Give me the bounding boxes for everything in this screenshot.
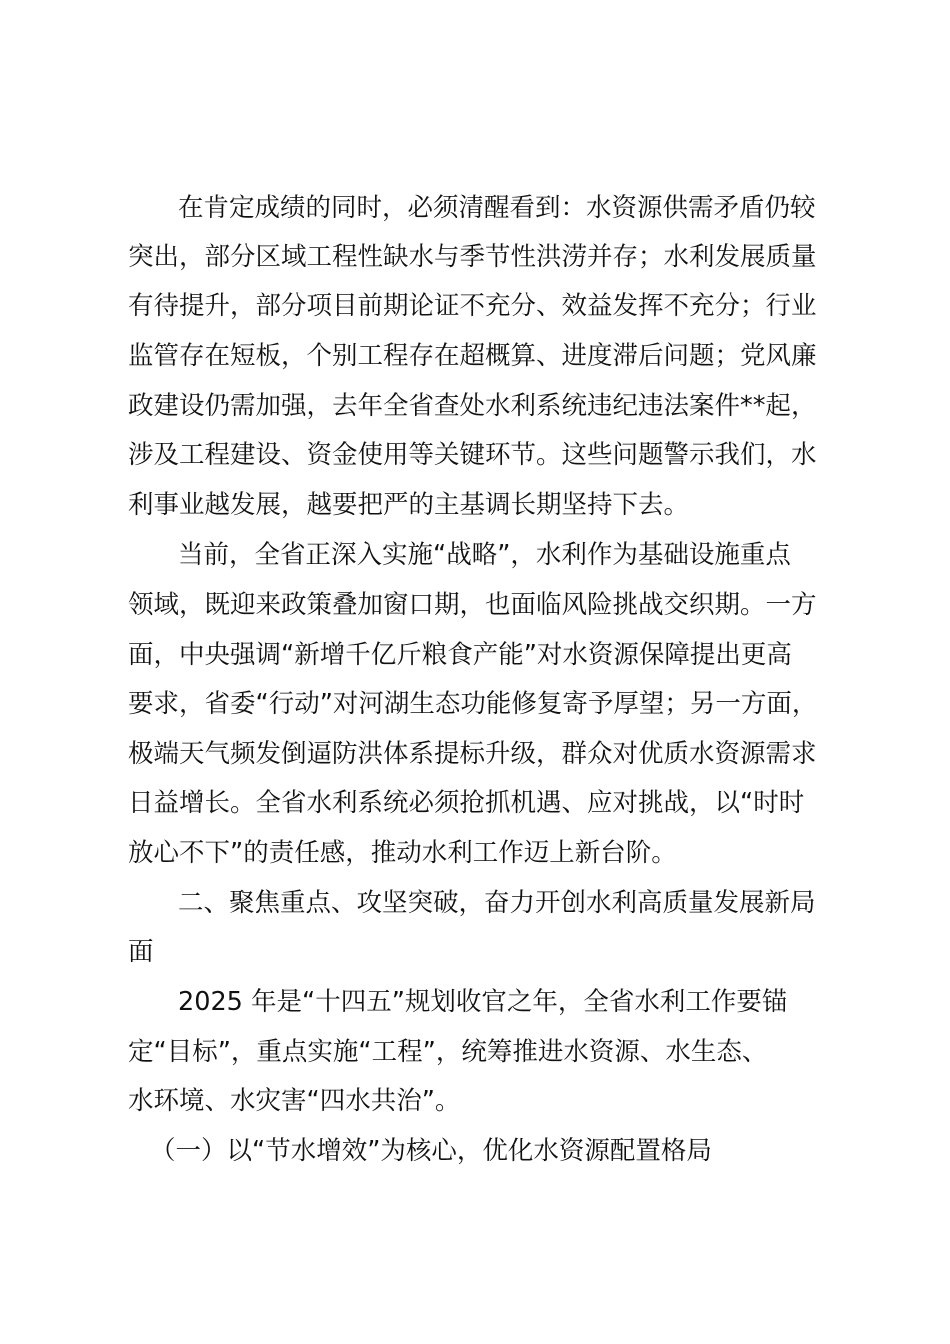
paragraph-line: 突出，部分区域工程性缺水与季节性洪涝并存；水利发展质量 [128, 242, 817, 272]
paragraph-line: 定“目标”，重点实施“工程”，统筹推进水资源、水生态、 [128, 1037, 768, 1067]
paragraph-line: 极端天气频发倒逼防洪体系提标升级，群众对优质水资源需求 [128, 739, 817, 769]
paragraph-line: 有待提升，部分项目前期论证不充分、效益发挥不充分；行业 [128, 291, 817, 321]
paragraph-line: 涉及工程建设、资金使用等关键环节。这些问题警示我们，水 [128, 440, 817, 470]
paragraph-line: 当前，全省正深入实施“战略”，水利作为基础设施重点 [178, 540, 791, 570]
paragraph-line: 领域，既迎来政策叠加窗口期，也面临风险挑战交织期。一方 [128, 590, 817, 620]
paragraph-line: 日益增长。全省水利系统必须抢抓机遇、应对挑战，以“时时 [128, 788, 805, 818]
paragraph-line: 水环境、水灾害“四水共治”。 [128, 1086, 461, 1116]
paragraph-line: 利事业越发展，越要把严的主基调长期坚持下去。 [128, 490, 690, 520]
paragraph-line: 政建设仍需加强，去年全省查处水利系统违纪违法案件**起， [128, 391, 817, 421]
paragraph-line: 在肯定成绩的同时，必须清醒看到：水资源供需矛盾仍较 [178, 193, 816, 223]
paragraph-line: 放心不下”的责任感，推动水利工作迈上新台阶。 [128, 838, 677, 868]
section-heading-line: 二、聚焦重点、攻坚突破，奋力开创水利高质量发展新局 [178, 888, 816, 918]
paragraph-line: 2025 年是“十四五”规划收官之年，全省水利工作要锚 [178, 987, 788, 1017]
paragraph-line: 监管存在短板，个别工程存在超概算、进度滞后问题；党风廉 [128, 341, 817, 371]
section-heading-line: 面 [128, 937, 154, 967]
paragraph-line: 面，中央强调“新增千亿斤粮食产能”对水资源保障提出更高 [128, 640, 792, 670]
paragraph-line: 要求，省委“行动”对河湖生态功能修复寄予厚望；另一方面， [128, 689, 818, 719]
subheading: （一）以“节水增效”为核心，优化水资源配置格局 [150, 1136, 712, 1166]
